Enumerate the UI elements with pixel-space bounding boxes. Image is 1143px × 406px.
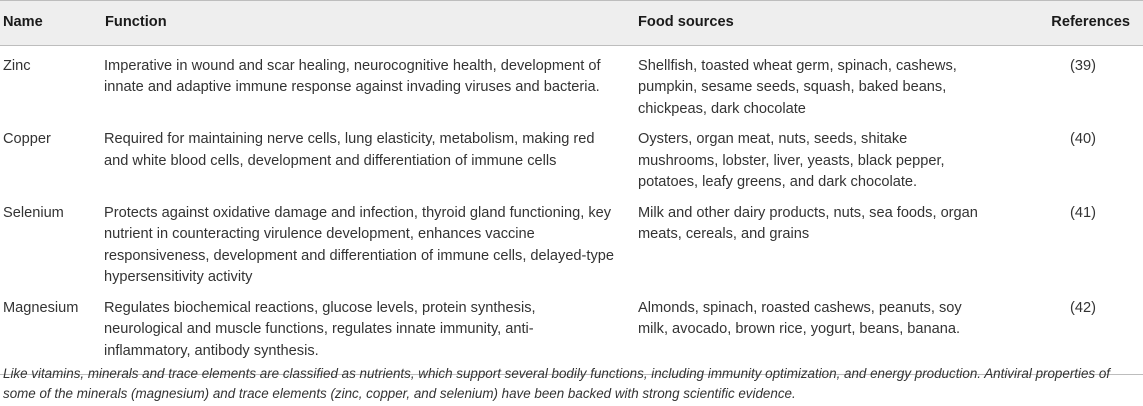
cell-reference: (40) (1070, 131, 1096, 147)
cell-food-sources: Oysters, organ meat, nuts, seeds, shitake mushrooms, lobster, liver, yeasts, black pepper, potatoes, leafy greens, and dark chocolate. (638, 131, 945, 190)
table-row (0, 292, 1143, 375)
cell-food-sources: Shellfish, toasted wheat germ, spinach, cashews, pumpkin, sesame seeds, squash, baked beans, chickpeas, dark chocolate (638, 57, 957, 117)
header-function: Function (104, 1, 638, 46)
cell-function: Regulates biochemical reactions, glucose levels, protein synthesis, neurological and muscle functions, regulates innate immunity, anti-inflammatory, antibody synthesis. (104, 292, 638, 375)
cell-reference: (42) (1045, 292, 1143, 375)
table-footnote: Like vitamins, minerals and trace elements are classified as nutrients, which support several bodily functions, including immunity optimization, and energy production. Antiviral properties of some of the minerals (magnesium) and trace elements (zinc, copper, and selenium) have been backed with strong scientific evidence. (3, 366, 1111, 401)
header-food-sources: Food sources (638, 1, 1045, 46)
table-row (0, 45, 1143, 123)
header-name: Name (0, 1, 104, 46)
cell-name: Zinc (3, 57, 31, 74)
table-header-row (0, 1, 1143, 46)
cell-name: Copper (3, 131, 51, 147)
cell-food-sources: Almonds, spinach, roasted cashews, peanuts, soy milk, avocado, brown rice, yogurt, beans, banana. (638, 292, 1045, 375)
header-references: References (1045, 1, 1143, 46)
cell-function: Protects against oxidative damage and infection, thyroid gland functioning, key nutrient in counteracting virulence development, enhances vaccine responsiveness, development and differentiation of immune cells, delayed-type hypersensitivity activity (104, 204, 614, 285)
cell-food-sources: Milk and other dairy products, nuts, sea foods, organ meats, cereals, and grains (638, 204, 978, 242)
cell-name: Magnesium (0, 292, 104, 375)
cell-reference: (41) (1070, 204, 1096, 221)
cell-reference: (39) (1070, 57, 1096, 74)
table-row (0, 123, 1143, 197)
cell-function: Imperative in wound and scar healing, neurocognitive health, development of innate and adaptive immune response against invading viruses and bacteria. (104, 57, 601, 95)
cell-function: Required for maintaining nerve cells, lung elasticity, metabolism, making red and white blood cells, development and differentiation of immune cells (104, 131, 595, 169)
cell-name: Selenium (3, 204, 64, 221)
table-row (0, 197, 1143, 292)
